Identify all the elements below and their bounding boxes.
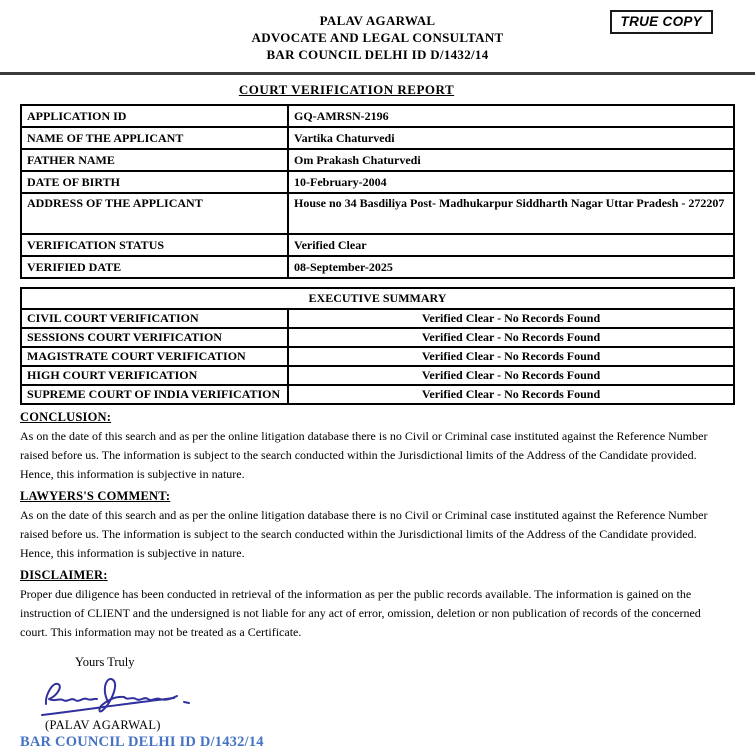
advocate-name: PALAV AGARWAL: [319, 13, 436, 28]
summary-value: Verified Clear - No Records Found: [288, 385, 734, 404]
summary-title: EXECUTIVE SUMMARY: [21, 288, 734, 309]
table-row: [21, 171, 734, 193]
detail-value: Verified Clear: [288, 234, 734, 256]
detail-label: ADDRESS OF THE APPLICANT: [21, 193, 288, 234]
summary-value: Verified Clear - No Records Found: [288, 328, 734, 347]
detail-label: APPLICATION ID: [21, 105, 288, 127]
table-row: [21, 347, 734, 366]
table-row: [21, 127, 734, 149]
page-title: COURT VERIFICATION REPORT: [238, 82, 455, 97]
detail-value: GQ-AMRSN-2196: [288, 105, 734, 127]
signatory-name: (PALAV AGARWAL): [45, 718, 161, 732]
summary-value: Verified Clear - No Records Found: [288, 366, 734, 385]
table-row: [21, 328, 734, 347]
summary-label: SUPREME COURT OF INDIA VERIFICATION: [21, 385, 288, 404]
summary-value: Verified Clear - No Records Found: [288, 309, 734, 328]
summary-label: MAGISTRATE COURT VERIFICATION: [21, 347, 288, 366]
table-row: [21, 366, 734, 385]
true-copy-stamp: TRUE COPY: [610, 10, 713, 34]
applicant-details-table: [20, 104, 735, 279]
table-row: [21, 105, 734, 127]
advocate-title: ADVOCATE AND LEGAL CONSULTANT: [251, 30, 504, 45]
conclusion-heading: CONCLUSION:: [20, 410, 112, 424]
table-row: [21, 149, 734, 171]
table-row: [21, 309, 734, 328]
detail-value: Vartika Chaturvedi: [288, 127, 734, 149]
table-row: [21, 256, 734, 278]
advocate-bar-id: BAR COUNCIL DELHI ID D/1432/14: [266, 47, 489, 62]
detail-value: House no 34 Basdiliya Post- Madhukarpur Siddharth Nagar Uttar Pradesh - 272207: [288, 193, 734, 234]
table-row: [21, 234, 734, 256]
header-divider: [0, 72, 755, 75]
detail-value: Om Prakash Chaturvedi: [288, 149, 734, 171]
lawyers-comment-heading: LAWYERS'S COMMENT:: [20, 489, 171, 503]
detail-label: NAME OF THE APPLICANT: [21, 127, 288, 149]
salutation: Yours Truly: [75, 655, 135, 669]
detail-label: VERIFICATION STATUS: [21, 234, 288, 256]
detail-value: 10-February-2004: [288, 171, 734, 193]
table-row: [21, 193, 734, 234]
summary-label: CIVIL COURT VERIFICATION: [21, 309, 288, 328]
signature-handwriting: [36, 672, 196, 718]
table-row: [21, 385, 734, 404]
detail-label: FATHER NAME: [21, 149, 288, 171]
disclaimer-heading: DISCLAIMER:: [20, 568, 108, 582]
executive-summary-table: [20, 287, 735, 405]
detail-label: VERIFIED DATE: [21, 256, 288, 278]
summary-header-row: [21, 288, 734, 309]
conclusion-text: As on the date of this search and as per the online litigation database there is no Civil or Criminal case instituted against the Reference Number raised before us. The information is subject to the search conducted within the Jurisdictional limits of the Address of the Candidate provided. Hence, this information is subjective in nature.: [20, 429, 708, 481]
lawyers-comment-text: As on the date of this search and as per the online litigation database there is no Civil or Criminal case instituted against the Reference Number raised before us. The information is subject to the search conducted within the Jurisdictional limits of the Address of the Candidate provided. Hence, this information is subjective in nature.: [20, 508, 708, 560]
detail-value: 08-September-2025: [288, 256, 734, 278]
detail-label: DATE OF BIRTH: [21, 171, 288, 193]
summary-value: Verified Clear - No Records Found: [288, 347, 734, 366]
bar-council-id: BAR COUNCIL DELHI ID D/1432/14: [20, 734, 264, 750]
summary-label: HIGH COURT VERIFICATION: [21, 366, 288, 385]
summary-label: SESSIONS COURT VERIFICATION: [21, 328, 288, 347]
disclaimer-text: Proper due diligence has been conducted in retrieval of the information as per the public records available. The information is gained on the instruction of CLIENT and the undersigned is not liable for any act of error, omission, deletion or non publication of records of the concerned court. This information may not be treated as a Certificate.: [20, 587, 701, 639]
